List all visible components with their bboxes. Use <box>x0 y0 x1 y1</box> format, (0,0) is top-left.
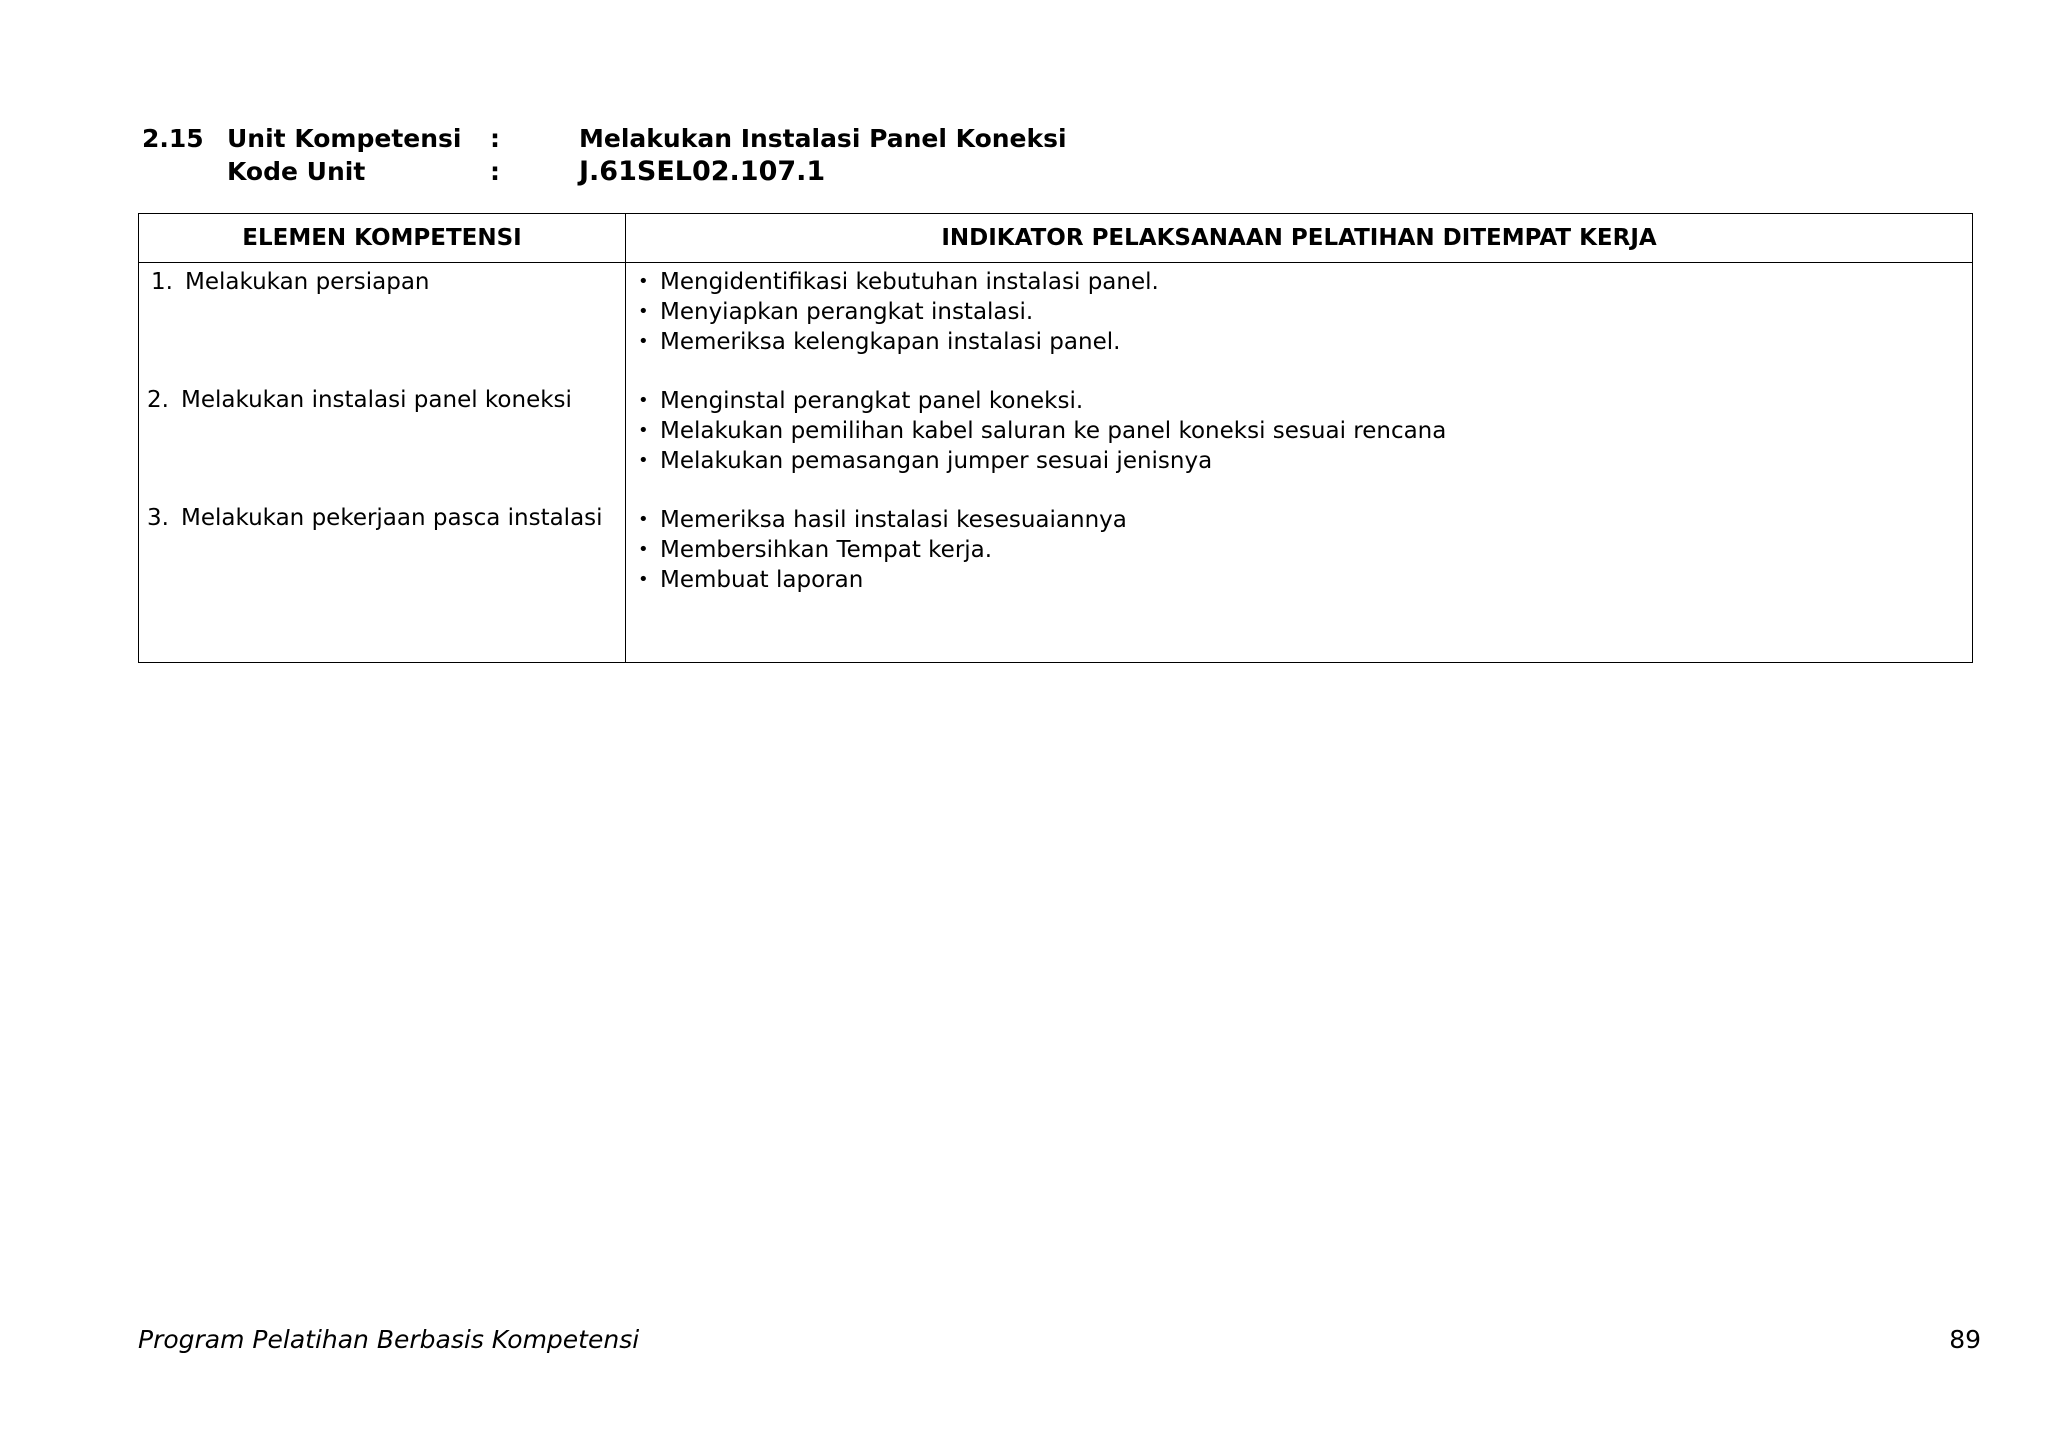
column-header-indicator: INDIKATOR PELAKSANAAN PELATIHAN DITEMPAT KERJA <box>626 214 1973 263</box>
bullet-icon: • <box>638 331 649 352</box>
indicator-group <box>638 386 1962 476</box>
indicator-text: Menginstal perangkat panel koneksi. <box>660 388 1084 414</box>
indicator-text: Memeriksa kelengkapan instalasi panel. <box>660 329 1121 355</box>
element-item <box>147 503 603 533</box>
table-header-row <box>139 214 1973 263</box>
element-item <box>147 385 572 415</box>
element-label: Melakukan persiapan <box>185 269 430 295</box>
indicator-group <box>638 505 1962 595</box>
competency-table <box>138 213 1973 663</box>
footer-program-title: Program Pelatihan Berbasis Kompetensi <box>138 1325 640 1354</box>
list-item <box>638 565 1962 595</box>
list-item <box>638 535 1962 565</box>
code-colon: : <box>490 157 500 186</box>
element-item <box>151 267 430 297</box>
unit-label: Unit Kompetensi <box>227 124 462 153</box>
element-number: 3. <box>147 505 169 531</box>
list-item <box>638 327 1962 357</box>
element-label: Melakukan pekerjaan pasca instalasi <box>181 505 603 531</box>
indicator-text: Mengidentifikasi kebutuhan instalasi panel. <box>660 269 1159 295</box>
unit-code: J.61SEL02.107.1 <box>579 156 826 187</box>
column-header-element: ELEMEN KOMPETENSI <box>139 214 626 263</box>
list-item <box>638 446 1962 476</box>
indicator-text: Membuat laporan <box>660 567 864 593</box>
section-number: 2.15 <box>142 124 204 153</box>
bullet-icon: • <box>638 301 649 322</box>
list-item <box>638 505 1962 535</box>
bullet-icon: • <box>638 450 649 471</box>
list-item <box>638 386 1962 416</box>
unit-title: Melakukan Instalasi Panel Koneksi <box>579 124 1067 153</box>
unit-colon: : <box>490 124 500 153</box>
element-cell <box>139 263 626 663</box>
bullet-icon: • <box>638 271 649 292</box>
code-label: Kode Unit <box>227 157 366 186</box>
element-number: 1. <box>151 269 173 295</box>
indicator-text: Melakukan pemilihan kabel saluran ke panel koneksi sesuai rencana <box>660 418 1447 444</box>
list-item <box>638 297 1962 327</box>
bullet-icon: • <box>638 390 649 411</box>
indicator-text: Melakukan pemasangan jumper sesuai jenisnya <box>660 448 1213 474</box>
indicator-group <box>638 267 1962 357</box>
list-item <box>638 416 1962 446</box>
table-row <box>139 263 1973 663</box>
bullet-icon: • <box>638 539 649 560</box>
bullet-icon: • <box>638 569 649 590</box>
page-number: 89 <box>1949 1325 1981 1354</box>
indicator-text: Memeriksa hasil instalasi kesesuaiannya <box>660 507 1127 533</box>
bullet-icon: • <box>638 509 649 530</box>
element-label: Melakukan instalasi panel koneksi <box>181 387 572 413</box>
indicator-text: Menyiapkan perangkat instalasi. <box>660 299 1034 325</box>
bullet-icon: • <box>638 420 649 441</box>
indicator-cell <box>626 263 1973 663</box>
list-item <box>638 267 1962 297</box>
indicator-text: Membersihkan Tempat kerja. <box>660 537 993 563</box>
element-number: 2. <box>147 387 169 413</box>
